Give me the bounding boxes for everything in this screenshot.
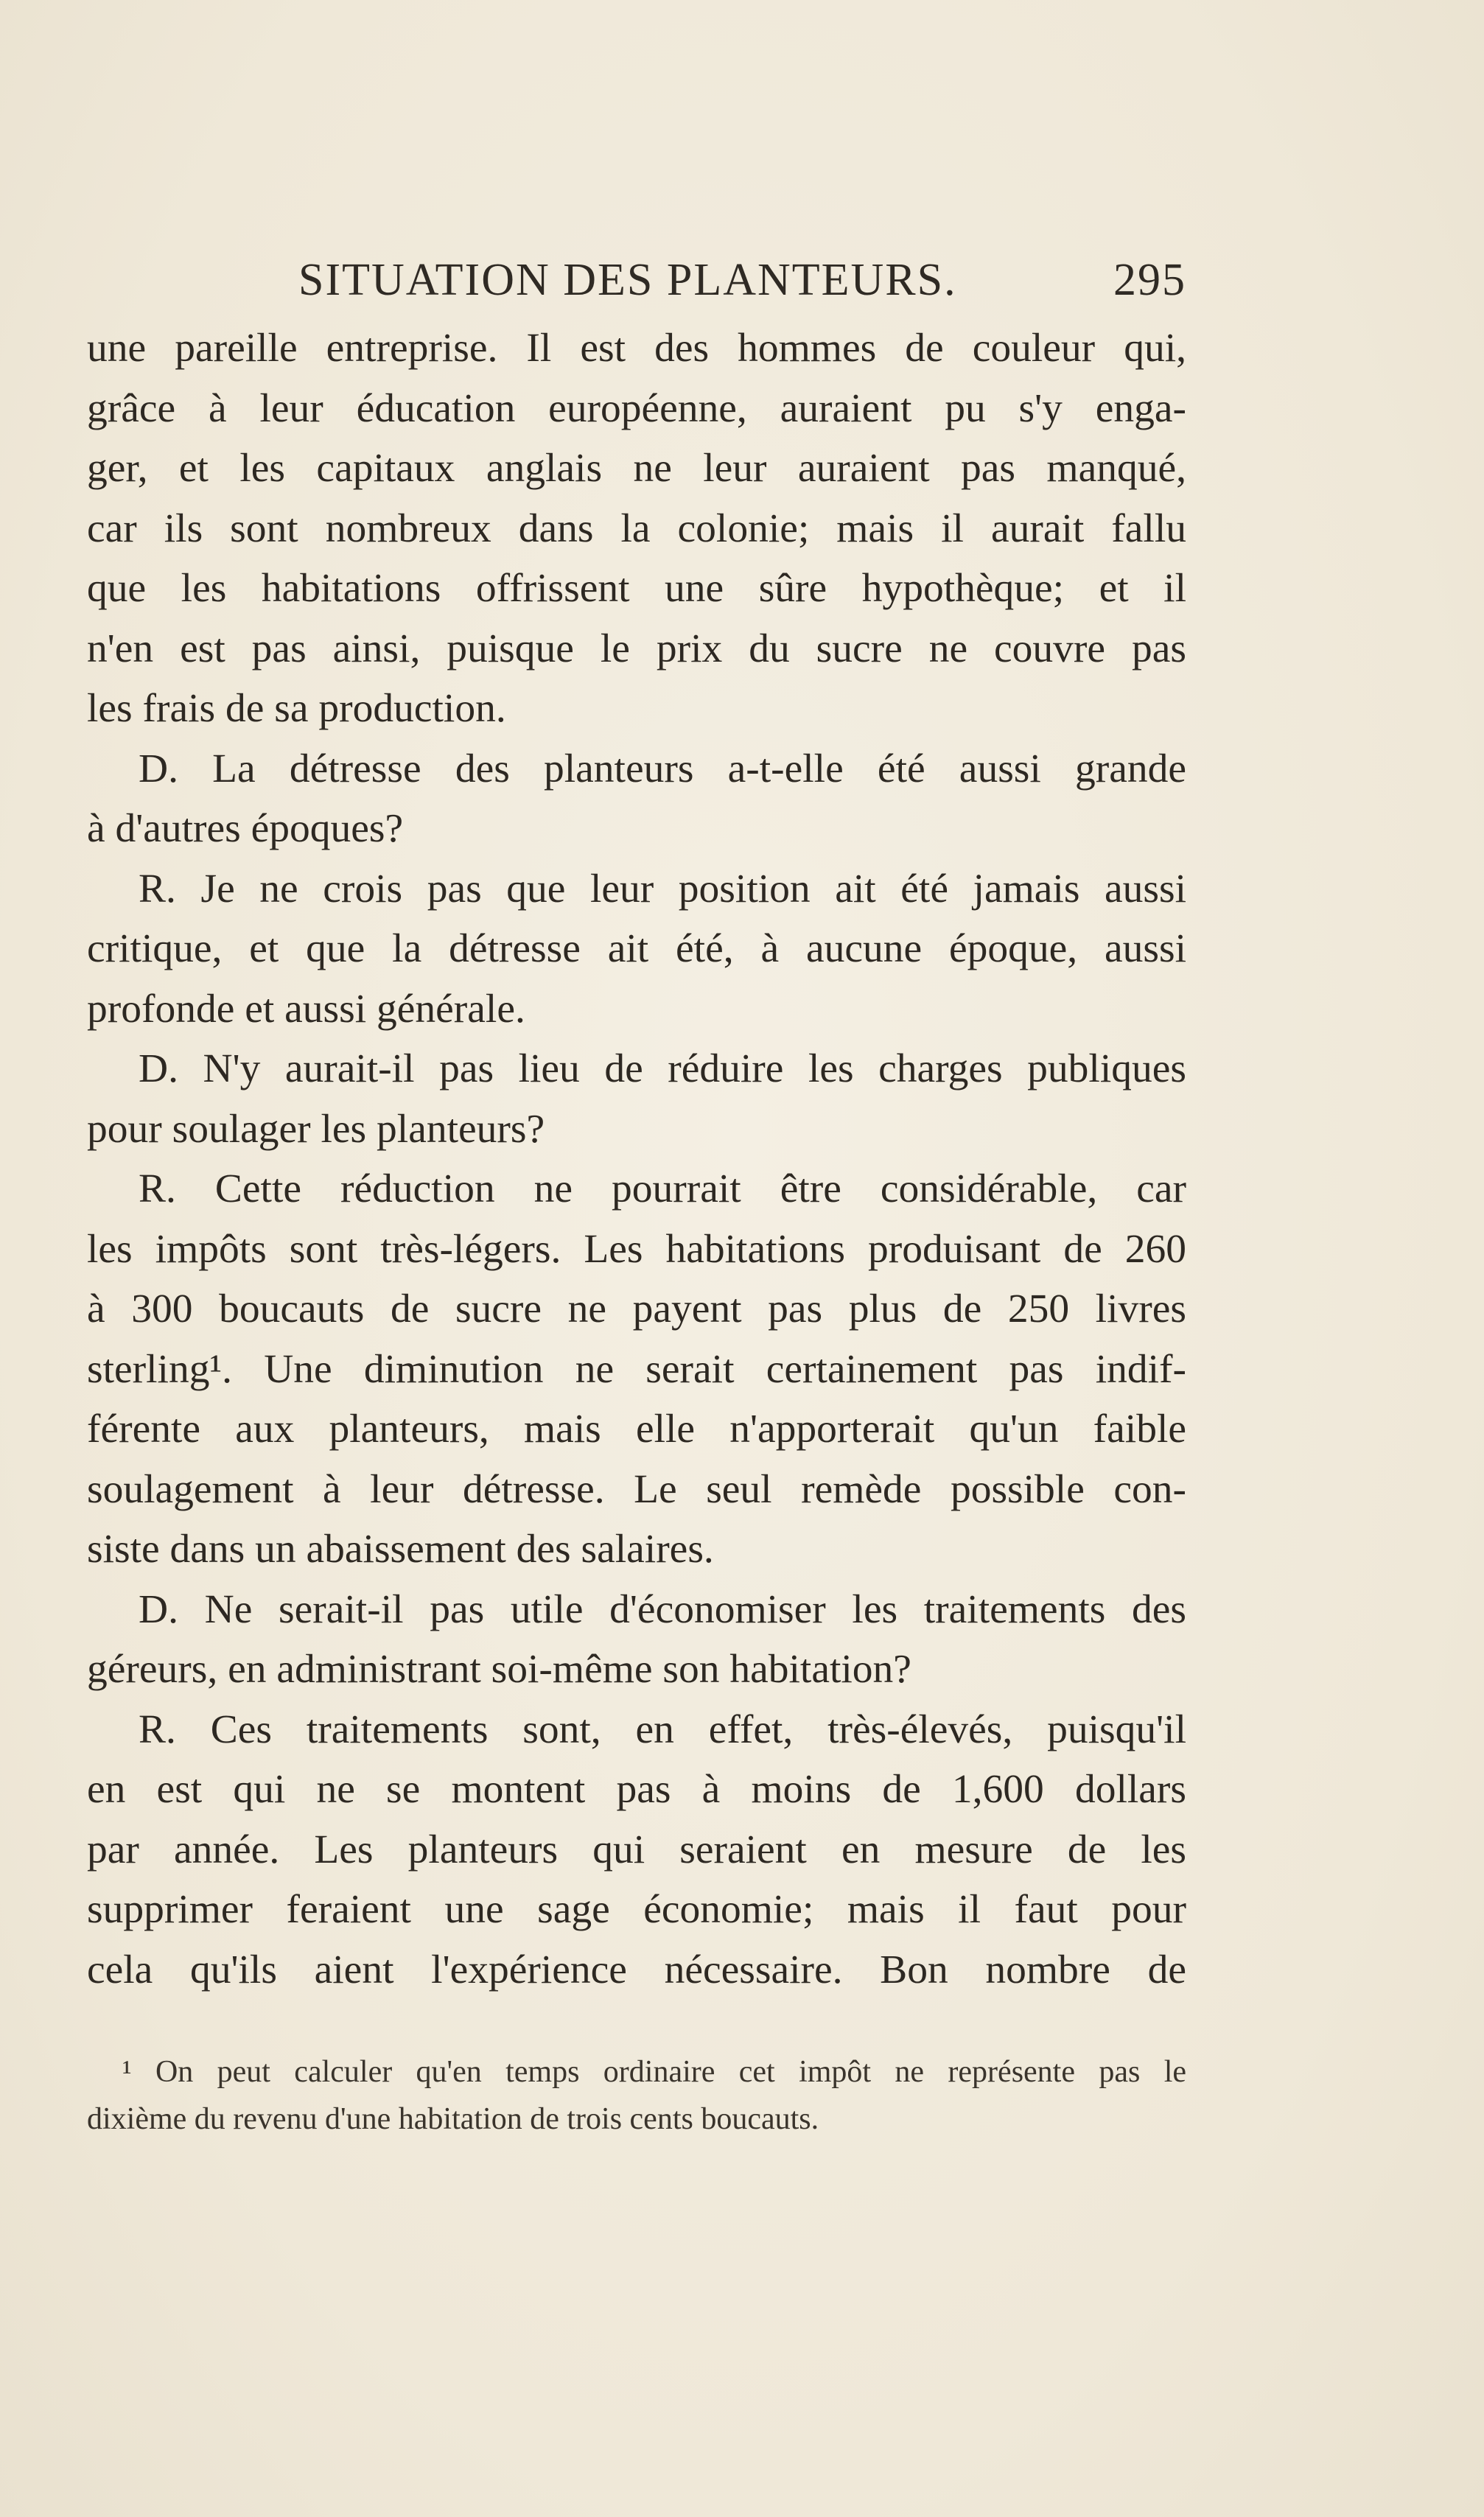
- text-line: les impôts sont très-légers. Les habitations produisant de 260: [87, 1226, 1186, 1272]
- text-line: supprimer feraient une sage économie; mais il faut pour: [87, 1887, 1186, 1932]
- text-line: D. Ne serait-il pas utile d'économiser les traitements des: [139, 1586, 1186, 1632]
- text-line: sterling¹. Une diminution ne serait certainement pas indif-: [87, 1346, 1186, 1392]
- footnotes: [87, 2048, 1186, 2143]
- text-line: géreurs, en administrant soi-même son habitation?: [87, 1647, 911, 1692]
- text-line: à d'autres époques?: [87, 806, 404, 851]
- text-line: R. Je ne crois pas que leur position ait été jamais aussi: [139, 866, 1186, 911]
- text-line: grâce à leur éducation européenne, auraient pu s'y enga-: [87, 385, 1186, 431]
- text-line: en est qui ne se montent pas à moins de 1,600 dollars: [87, 1767, 1186, 1812]
- text-line: soulagement à leur détresse. Le seul remède possible con-: [87, 1466, 1186, 1512]
- text-line: pour soulager les planteurs?: [87, 1106, 545, 1152]
- text-line: que les habitations offrissent une sûre hypothèque; et il: [87, 566, 1186, 611]
- text-line: par année. Les planteurs qui seraient en mesure de les: [87, 1827, 1186, 1872]
- text-line: cela qu'ils aient l'expérience nécessaire. Bon nombre de: [87, 1947, 1186, 1992]
- text-line: car ils sont nombreux dans la colonie; mais il aurait fallu: [87, 505, 1186, 551]
- text-line: n'en est pas ainsi, puisque le prix du sucre ne couvre pas: [87, 626, 1186, 671]
- text-line: R. Ces traitements sont, en effet, très-élevés, puisqu'il: [139, 1706, 1186, 1752]
- page-number: 295: [1113, 255, 1186, 305]
- running-title: SITUATION DES PLANTEURS.: [298, 255, 957, 305]
- text-line: ger, et les capitaux anglais ne leur auraient pas manqué,: [87, 446, 1186, 491]
- text-line: R. Cette réduction ne pourrait être considérable, car: [139, 1166, 1186, 1211]
- text-line: une pareille entreprise. Il est des hommes de couleur qui,: [87, 326, 1186, 371]
- text-line: à 300 boucauts de sucre ne payent pas plus de 250 livres: [87, 1286, 1186, 1331]
- footnote-line: dixième du revenu d'une habitation de trois cents boucauts.: [87, 2102, 819, 2136]
- page-header: [298, 254, 1186, 321]
- text-line: les frais de sa production.: [87, 686, 506, 731]
- text-line: D. N'y aurait-il pas lieu de réduire les charges publiques: [139, 1046, 1186, 1091]
- text-line: D. La détresse des planteurs a-t-elle été aussi grande: [139, 746, 1186, 791]
- text-line: profonde et aussi générale.: [87, 986, 525, 1032]
- text-line: critique, et que la détresse ait été, à aucune époque, aussi: [87, 926, 1186, 971]
- footnote-line: ¹ On peut calculer qu'en temps ordinaire cet impôt ne représente pas le: [122, 2055, 1186, 2089]
- body-text: [87, 318, 1186, 2000]
- text-line: férente aux planteurs, mais elle n'apporterait qu'un faible: [87, 1407, 1186, 1452]
- text-line: siste dans un abaissement des salaires.: [87, 1527, 714, 1572]
